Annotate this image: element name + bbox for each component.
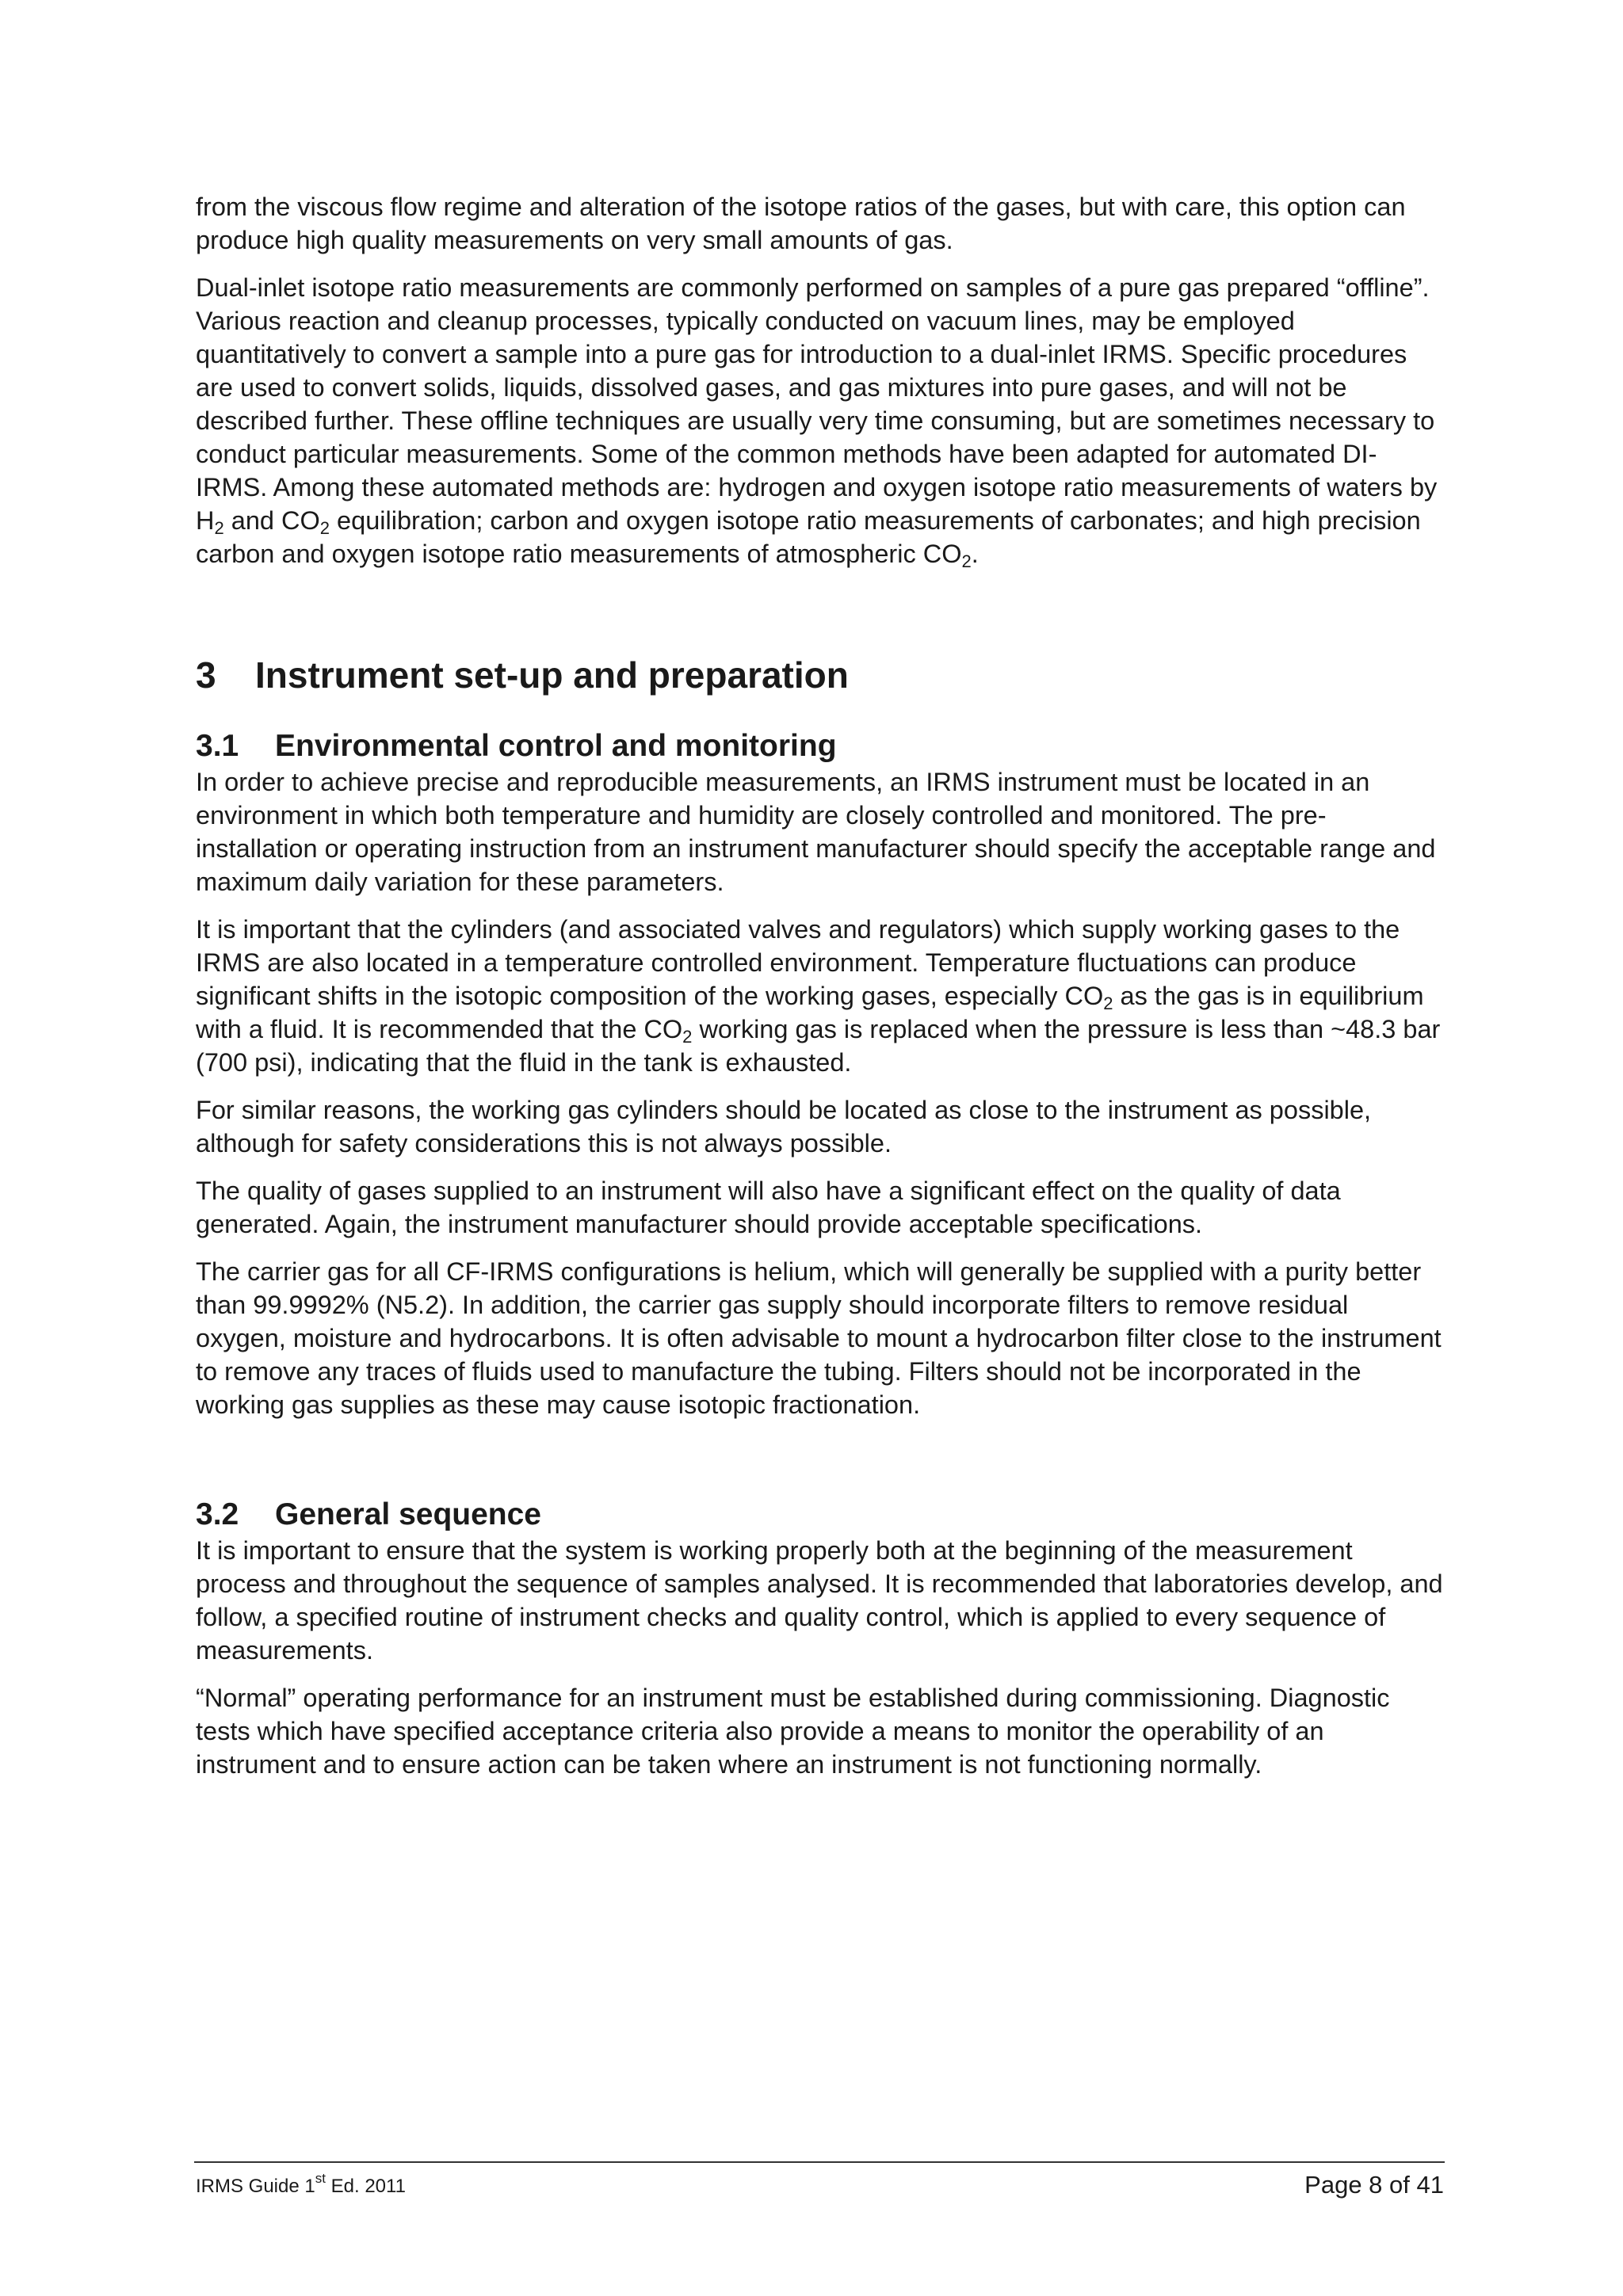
subscript: 2 <box>682 1027 693 1047</box>
section-3-1-paragraph-4: The quality of gases supplied to an instrument will also have a significant effect on the quality of data generated. Again, the instrument manufacturer should provide acceptable specifications. <box>196 1177 1341 1238</box>
superscript: st <box>315 2171 326 2186</box>
section-3-1-paragraph-1: In order to achieve precise and reproducible measurements, an IRMS instrument must be located in an environment in which both temperature and humidity are closely controlled and monitored. The pre-installation or operating instruction from an instrument manufacturer should specify the acceptable range and maximum daily variation for these parameters. <box>196 768 1436 896</box>
section-3-1-heading <box>196 727 1444 765</box>
text-run: . <box>971 540 979 568</box>
text-run: IRMS Guide 1 <box>196 2176 315 2197</box>
text-run: Ed. 2011 <box>325 2176 406 2197</box>
section-3-2-paragraph-1: It is important to ensure that the system is working properly both at the beginning of the measurement process and throughout the sequence of samples analysed. It is recommended that laboratories develop, and follow, a specified routine of instrument checks and quality control, which is applied to every sequence of measurements. <box>196 1536 1443 1665</box>
intro-paragraph-2 <box>196 271 1444 570</box>
text-run: It is important that the cylinders (and associated valves and regulators) which supply working gases to the IRMS are also located in a temperature controlled environment. Temperature fluctuations can produce significant shifts in the isotopic composition of the working gases, especially CO <box>196 915 1400 1010</box>
section-3-2-paragraph-2: “Normal” operating performance for an instrument must be established during commissioning. Diagnostic tests which have specified acceptance criteria also provide a means to monitor the operability of an instrument and to ensure action can be taken where an instrument is not functioning normally. <box>196 1684 1390 1779</box>
intro-paragraph-1: from the viscous flow regime and alteration of the isotope ratios of the gases, but with care, this option can produce high quality measurements on very small amounts of gas. <box>196 193 1406 254</box>
text-run: and CO <box>223 506 320 535</box>
footer-document-title <box>196 2171 406 2199</box>
section-number: 3.2 <box>196 1497 239 1531</box>
text-run: working gas is replaced when the pressure is less than ~48.3 bar (700 psi), indicating that the fluid in the tank is exhausted. <box>196 1015 1441 1077</box>
section-3-1-paragraph-3: For similar reasons, the working gas cylinders should be located as close to the instrument as possible, although for safety considerations this is not always possible. <box>196 1096 1372 1158</box>
section-title: General sequence <box>275 1497 541 1531</box>
page-number: Page 8 of 41 <box>1304 2171 1444 2199</box>
section-3-1-paragraph-5: The carrier gas for all CF-IRMS configurations is helium, which will generally be supplied with a purity better than 99.9992% (N5.2). In addition, the carrier gas supply should incorporate filters to remove residual oxygen, moisture and hydrocarbons. It is often advisable to mount a hydrocarbon filter close to the instrument to remove any traces of fluids used to manufacture the tubing. Filters should not be incorporated in the working gas supplies as these may cause isotopic fractionation. <box>196 1257 1442 1419</box>
subscript: 2 <box>1103 994 1113 1013</box>
section-title: Instrument set-up and preparation <box>255 654 849 696</box>
document-body <box>196 190 1444 1781</box>
text-run: as the gas is in equilibrium with a fluid. It is recommended that the CO <box>196 982 1424 1043</box>
text-run: Dual-inlet isotope ratio measurements are commonly performed on samples of a pure gas prepared “offline”. Various reaction and cleanup processes, typically conducted on vacuum lines, may be employed quantitatively to convert a sample into a pure gas for introduction to a dual-inlet IRMS. Specific procedures are used to convert solids, liquids, dissolved gases, and gas mixtures into pure gases, and will not be described further. These offline techniques are usually very time consuming, but are sometimes necessary to conduct particular measurements. Some of the common methods have been adapted for automated DI-IRMS. Among these automated methods are: hydrogen and oxygen isotope ratio measurements of waters by H <box>196 273 1438 535</box>
section-title: Environmental control and monitoring <box>275 729 837 763</box>
footer-divider <box>194 2161 1445 2163</box>
section-number: 3 <box>196 654 216 696</box>
subscript: 2 <box>214 518 224 538</box>
section-3-1-paragraph-2 <box>196 913 1444 1079</box>
section-3-heading <box>196 653 1444 697</box>
section-number: 3.1 <box>196 729 239 763</box>
subscript: 2 <box>319 518 330 538</box>
section-3-2-heading <box>196 1496 1444 1534</box>
subscript: 2 <box>961 551 972 571</box>
text-run: equilibration; carbon and oxygen isotope ratio measurements of carbonates; and high precision carbon and oxygen isotope ratio measurements of atmospheric CO <box>196 506 1421 568</box>
